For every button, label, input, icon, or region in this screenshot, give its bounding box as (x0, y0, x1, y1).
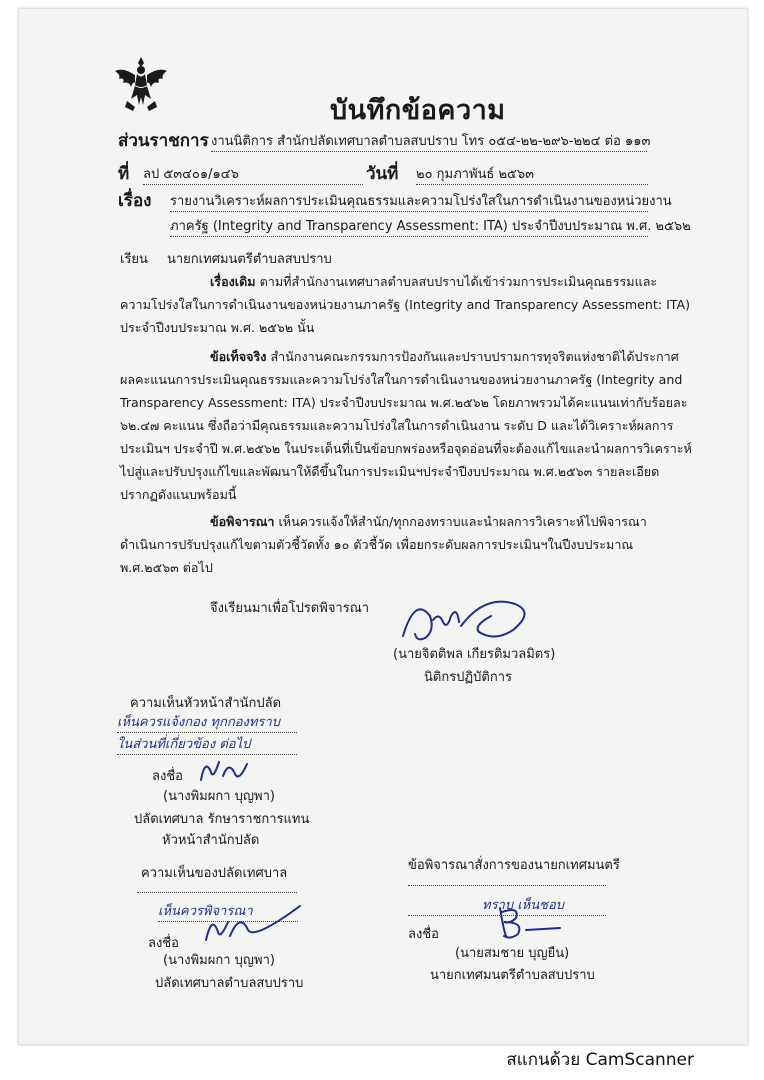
opinion2-handwriting: เห็นควรพิจารณา (158, 900, 298, 922)
p2-line-2: ผลคะแนนการประเมินคุณธรรมและความโปร่งใสในการดำเนินงานของหน่วยงานภาครัฐ (Integrity and (120, 372, 683, 387)
opinion1-signature (195, 752, 255, 786)
order-heading: ข้อพิจารณาสั่งการของนายกเทศมนตรี (408, 858, 620, 873)
opinion2-dotted-line (137, 880, 297, 893)
opinion1-sign-label: ลงชื่อ (152, 769, 183, 784)
opinion1-heading: ความเห็นหัวหน้าสำนักปลัด (130, 696, 282, 711)
opinion2-sign-label: ลงชื่อ (148, 936, 179, 951)
opinion2-position: ปลัดเทศบาลตำบลสบปราบ (155, 976, 304, 991)
date-label: วันที่ (366, 164, 399, 184)
to-value: นายกเทศมนตรีตำบลสบปราบ (167, 252, 332, 267)
paragraph-facts (120, 345, 692, 506)
officer-signature (395, 586, 545, 648)
consideration-lead: ข้อพิจารณา (210, 514, 275, 529)
ref-value: ลป ๕๓๔๐๑/๑๔๖ (143, 163, 363, 185)
p2-line-1: สำนักงานคณะกรรมการป้องกันและปราบปรามการทุจริตแห่งชาติได้ประกาศ (270, 349, 679, 364)
p2-line-4: ๖๒.๔๗ คะแนน ซึ่งถือว่ามีคุณธรรมและความโปร่งใสในการดำเนินงาน ระดับ D และได้วิเคราะห์ผลการ (120, 418, 674, 433)
subject-line-1: รายงานวิเคราะห์ผลการประเมินคุณธรรมและความโปร่งใสในการดำเนินงานของหน่วยงาน (170, 190, 648, 212)
opinion1-handwriting-2: ในส่วนที่เกี่ยวข้อง ต่อไป (117, 733, 297, 755)
memo-title: บันทึกข้อความ (330, 95, 506, 126)
background-lead: เรื่องเดิม (210, 274, 256, 289)
p2-line-6: ไปสู่และปรับปรุงแก้ไขและพัฒนาให้ดีขึ้นในการประเมินฯประจำปีงบประมาณ พ.ศ.๒๕๖๓ รายละเอียด (120, 464, 660, 479)
opinion2-signature (200, 900, 310, 950)
opinion1-handwriting-1: เห็นควรแจ้งกอง ทุกกองทราบ (117, 711, 297, 733)
facts-lead: ข้อเท็จจริง (210, 349, 267, 364)
to-label: เรียน (120, 252, 148, 267)
officer-name: (นายจิตติพล เกียรติมวลมิตร) (393, 647, 556, 662)
opinion1-name: (นางพิมผกา บุญพา) (163, 789, 275, 804)
subject-line-2: ภาครัฐ (Integrity and Transparency Assessment: ITA) ประจำปีงบประมาณ พ.ศ. ๒๕๖๒ (170, 215, 648, 237)
agency-value: งานนิติการ สำนักปลัดเทศบาลตำบลสบปราบ โทร ๐๕๔-๒๒-๒๙๖-๒๒๔ ต่อ ๑๑๓ (211, 130, 647, 152)
date-value: ๒๐ กุมภาพันธ์ ๒๕๖๓ (416, 163, 648, 185)
opinion2-heading: ความเห็นของปลัดเทศบาล (141, 866, 288, 881)
officer-position: นิติกรปฏิบัติการ (424, 670, 513, 685)
p2-line-5: ประเมินฯ ประจำปี พ.ศ.๒๕๖๒ ในประเด็นที่เป็นข้อบกพร่องหรือจุดอ่อนที่จะต้องแก้ไขและนำผลการวิเคราะห์ (120, 441, 692, 456)
paragraph-background (120, 270, 691, 339)
garuda-emblem-icon (113, 55, 169, 113)
order-name: (นายสมชาย บุญยืน) (455, 946, 570, 961)
paragraph-consideration (120, 510, 680, 579)
order-dotted-line-1 (408, 873, 606, 886)
order-handwriting: ทราบ เห็นชอบ (408, 894, 606, 916)
opinion2-name: (นางพิมผกา บุญพา) (163, 953, 275, 968)
order-sign-label: ลงชื่อ (408, 927, 439, 942)
subject-label: เรื่อง (118, 191, 152, 211)
p2-line-3: Transparency Assessment: ITA) ประจำปีงบประมาณ พ.ศ.๒๕๖๒ โดยภาพรวมได้คะแนนเท่ากับร้อยละ (120, 395, 688, 410)
p1-line-3: ประจำปีงบประมาณ พ.ศ. ๒๕๖๒ นั้น (120, 320, 315, 335)
p3-line-3: พ.ศ.๒๕๖๓ ต่อไป (120, 560, 213, 575)
order-position: นายกเทศมนตรีตำบลสบปราบ (430, 968, 595, 983)
opinion1-position-1: ปลัดเทศบาล รักษาราชการแทน (134, 812, 310, 827)
ref-label: ที่ (118, 164, 130, 184)
opinion1-position-2: หัวหน้าสำนักปลัด (162, 833, 260, 848)
camscanner-watermark: สแกนด้วย CamScanner (506, 1050, 694, 1070)
p3-line-1: เห็นควรแจ้งให้สำนัก/ทุกกองทราบและนำผลการวิเคราะห์ไปพิจารณา (278, 514, 647, 529)
agency-label: ส่วนราชการ (118, 131, 209, 151)
closing-text: จึงเรียนมาเพื่อโปรดพิจารณา (210, 601, 370, 616)
p1-line-1: ตามที่สำนักงานเทศบาลตำบลสบปราบได้เข้าร่วมการประเมินคุณธรรมและ (259, 274, 658, 289)
p2-line-7: ปรากฏดังแนบพร้อมนี้ (120, 487, 237, 502)
p3-line-2: ดำเนินการปรับปรุงแก้ไขตามตัวชี้วัดทั้ง ๑๐ ตัวชี้วัด เพื่อยกระดับผลการประเมินฯในปีงบประมาณ (120, 537, 634, 552)
order-signature (490, 902, 570, 942)
p1-line-2: ความโปร่งใสในการดำเนินงานของหน่วยงานภาครัฐ (Integrity and Transparency Assessment: ITA) (120, 297, 691, 312)
